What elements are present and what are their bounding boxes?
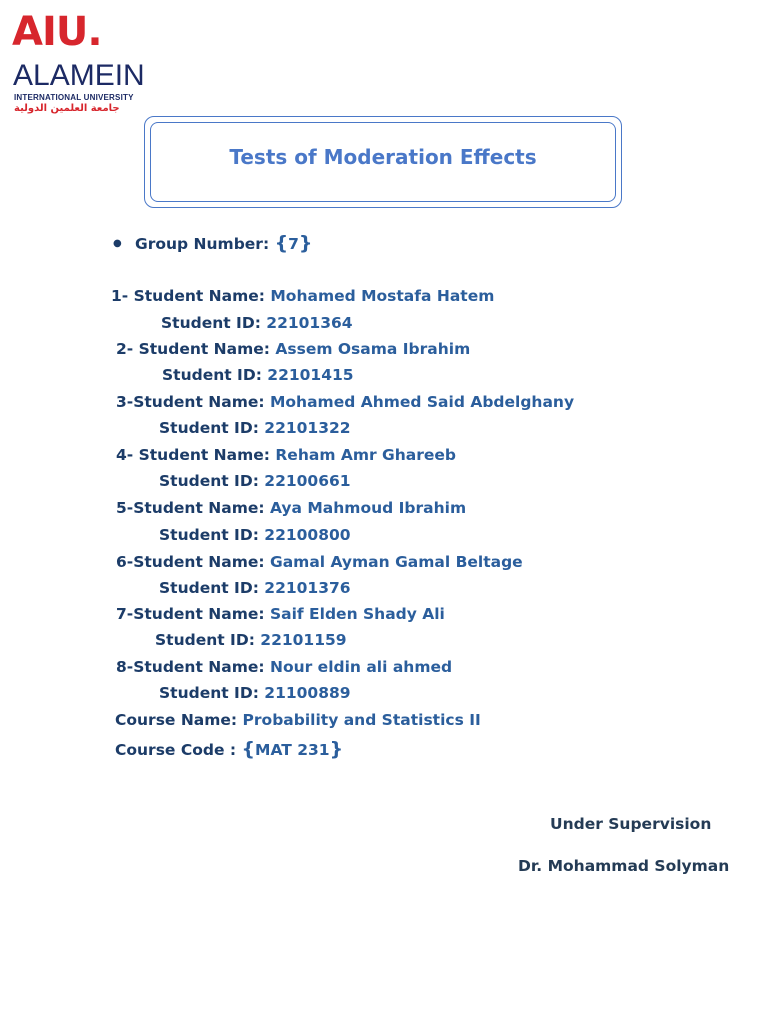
group-number: Group Number: {7} bbox=[135, 232, 313, 254]
student-id-row: Student ID: 22101364 bbox=[161, 314, 353, 332]
student-name-row: 5-Student Name: Aya Mahmoud Ibrahim bbox=[116, 499, 467, 517]
university-logo bbox=[12, 9, 162, 114]
student-id-row: Student ID: 21100889 bbox=[159, 684, 351, 702]
student-name-row: 7-Student Name: Saif Elden Shady Ali bbox=[116, 605, 445, 623]
course-code-label: Course Code : bbox=[115, 741, 237, 759]
group-label: Group Number: bbox=[135, 235, 270, 253]
bullet-icon: ● bbox=[113, 238, 122, 249]
course-name-value: Probability and Statistics II bbox=[242, 711, 481, 729]
student-id-row: Student ID: 22100800 bbox=[159, 526, 351, 544]
supervisor-name: Dr. Mohammad Solyman bbox=[518, 857, 730, 875]
logo-name: ALAMEIN bbox=[13, 59, 145, 92]
logo-brand: AIU. bbox=[12, 9, 102, 55]
document-title: Tests of Moderation Effects bbox=[229, 145, 537, 169]
student-id-row: Student ID: 22100661 bbox=[159, 472, 351, 490]
student-name-row: 4- Student Name: Reham Amr Ghareeb bbox=[116, 446, 457, 464]
logo-arabic: جامعة العلمين الدولية bbox=[14, 103, 120, 114]
student-name-row: 3-Student Name: Mohamed Ahmed Said Abdelghany bbox=[116, 393, 575, 411]
title-frame bbox=[144, 116, 622, 208]
logo-subtitle: INTERNATIONAL UNIVERSITY bbox=[14, 93, 134, 102]
student-name-row: 8-Student Name: Nour eldin ali ahmed bbox=[116, 658, 453, 676]
student-name-row: 1- Student Name: Mohamed Mostafa Hatem bbox=[111, 287, 495, 305]
course-code-row: Course Code : {MAT 231} bbox=[115, 738, 344, 760]
course-name-label: Course Name: bbox=[115, 711, 238, 729]
student-id-row: Student ID: 22101376 bbox=[159, 579, 351, 597]
student-id-row: Student ID: 22101159 bbox=[155, 631, 347, 649]
student-name-row: 2- Student Name: Assem Osama Ibrahim bbox=[116, 340, 471, 358]
student-name-row: 6-Student Name: Gamal Ayman Gamal Beltage bbox=[116, 553, 523, 571]
course-name-row bbox=[115, 710, 481, 730]
supervision-label: Under Supervision bbox=[550, 815, 712, 833]
course-code-value: MAT 231 bbox=[255, 741, 330, 759]
group-value: 7 bbox=[288, 235, 299, 253]
student-id-row: Student ID: 22101415 bbox=[162, 366, 354, 384]
student-id-row: Student ID: 22101322 bbox=[159, 419, 351, 437]
